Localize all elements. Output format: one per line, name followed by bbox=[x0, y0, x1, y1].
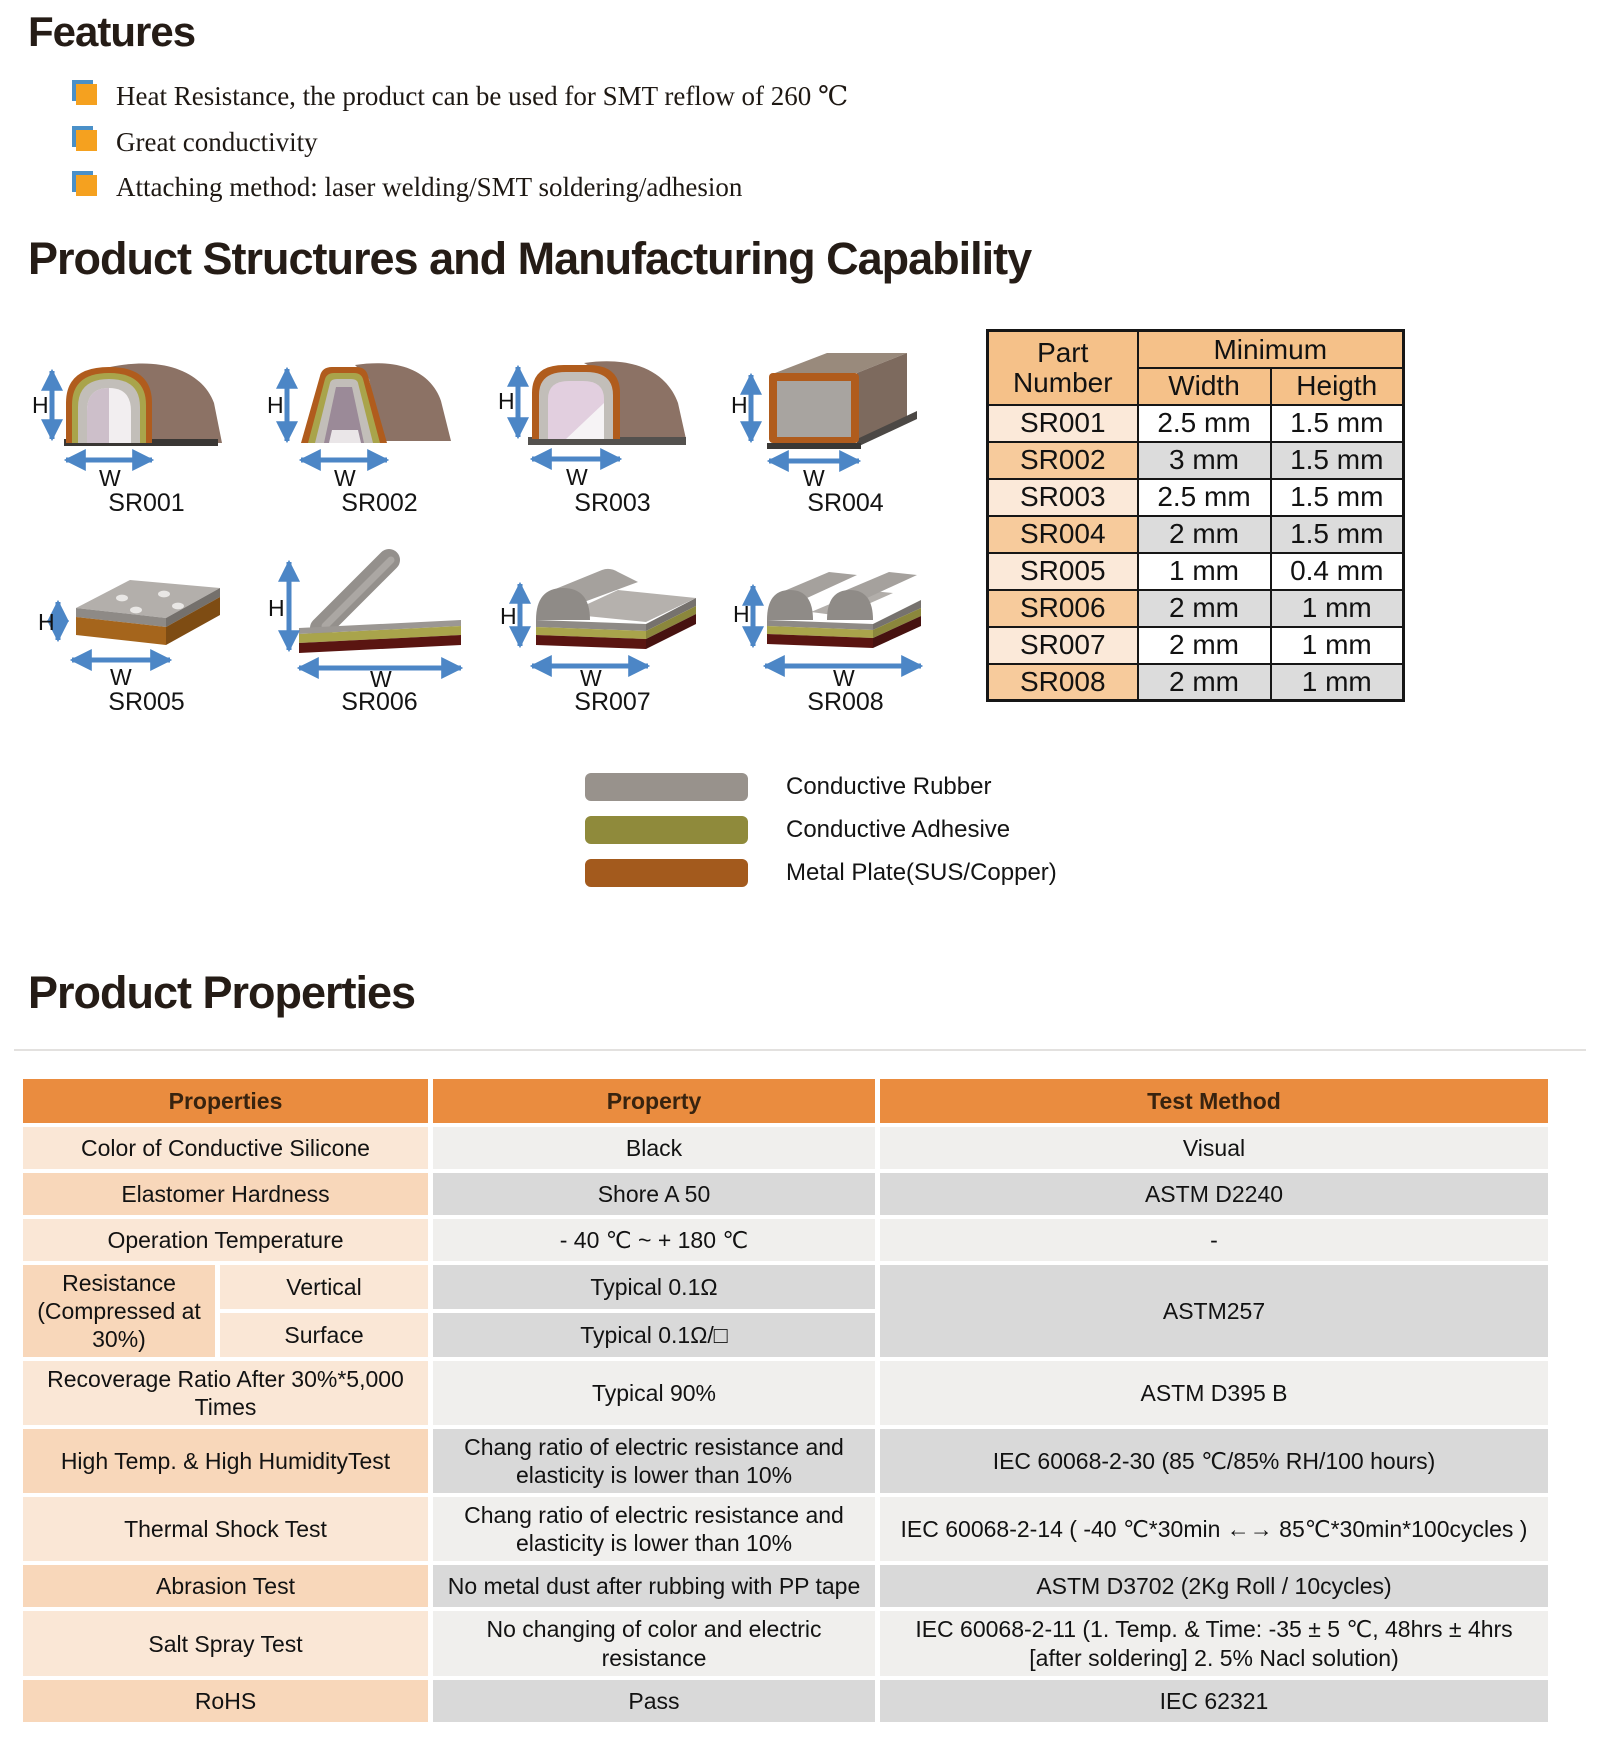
table-row bbox=[23, 1497, 1548, 1561]
property-name-cell: Recoverage Ratio After 30%*5,000 Times bbox=[23, 1361, 428, 1425]
structures-section bbox=[0, 233, 1600, 887]
height-cell: 1.5 mm bbox=[1271, 405, 1404, 442]
h-dimension-label: H bbox=[731, 392, 748, 419]
test-method-cell: ASTM D2240 bbox=[880, 1173, 1548, 1215]
features-section bbox=[0, 0, 1600, 203]
table-row bbox=[988, 627, 1404, 664]
legend-label: Conductive Adhesive bbox=[786, 816, 1011, 844]
properties-heading: Product Properties bbox=[28, 967, 416, 1019]
part-cell: SR003 bbox=[988, 479, 1138, 516]
table-row bbox=[988, 516, 1404, 553]
w-dimension-label: W bbox=[110, 664, 132, 689]
property-value-cell: Typical 0.1Ω/□ bbox=[433, 1313, 875, 1357]
width-cell: 2.5 mm bbox=[1138, 479, 1271, 516]
property-name-cell: RoHS bbox=[23, 1680, 428, 1722]
legend-swatch-conductive-adhesive bbox=[585, 816, 748, 844]
test-method-cell: IEC 60068-2-11 (1. Temp. & Time: -35 ± 5 ℃, 48hrs ± 4hrs [after soldering] 2. 5% Nacl solution) bbox=[880, 1611, 1548, 1675]
part-cell: SR008 bbox=[988, 664, 1138, 701]
structures-content bbox=[30, 329, 1600, 717]
property-value-cell: No changing of color and electric resistance bbox=[433, 1611, 875, 1675]
part-cell: SR006 bbox=[988, 590, 1138, 627]
structure-figure-sr006 bbox=[263, 528, 496, 717]
test-method-cell: IEC 60068-2-30 (85 ℃/85% RH/100 hours) bbox=[880, 1429, 1548, 1493]
table-row bbox=[23, 1361, 1548, 1425]
min-dimensions-table-wrap bbox=[986, 329, 1405, 702]
table-row bbox=[23, 1265, 1548, 1309]
property-value-cell: - 40 ℃ ~ + 180 ℃ bbox=[433, 1219, 875, 1261]
width-cell: 2 mm bbox=[1138, 627, 1271, 664]
property-value-cell: Shore A 50 bbox=[433, 1173, 875, 1215]
sr004-profile-illustration bbox=[729, 329, 962, 489]
table-row bbox=[988, 442, 1404, 479]
section-divider bbox=[14, 1049, 1586, 1051]
part-label: SR004 bbox=[807, 489, 884, 518]
property-name-cell: Operation Temperature bbox=[23, 1219, 428, 1261]
table-row bbox=[988, 553, 1404, 590]
product-properties-table bbox=[18, 1075, 1553, 1726]
col-header-part-number: Part Number bbox=[988, 331, 1138, 405]
col-header-width: Width bbox=[1138, 368, 1271, 405]
structures-heading: Product Structures and Manufacturing Capability bbox=[28, 233, 1032, 285]
w-dimension-label: W bbox=[370, 666, 392, 689]
col-header-height: Heigth bbox=[1271, 368, 1404, 405]
min-dimensions-table bbox=[986, 329, 1405, 702]
table-row bbox=[23, 1127, 1548, 1169]
legend-swatch-conductive-rubber bbox=[585, 773, 748, 801]
property-value-cell: Pass bbox=[433, 1680, 875, 1722]
property-value-cell: Typical 90% bbox=[433, 1361, 875, 1425]
sr006-profile-illustration bbox=[263, 528, 496, 688]
test-method-cell: ASTM257 bbox=[880, 1265, 1548, 1357]
width-cell: 2 mm bbox=[1138, 664, 1271, 701]
property-name-cell: Salt Spray Test bbox=[23, 1611, 428, 1675]
structure-figure-sr005 bbox=[30, 528, 263, 717]
h-dimension-label: H bbox=[32, 392, 49, 419]
h-dimension-label: H bbox=[267, 392, 284, 419]
part-label: SR002 bbox=[341, 489, 418, 518]
h-dimension-label: H bbox=[733, 601, 750, 628]
part-cell: SR004 bbox=[988, 516, 1138, 553]
structure-figure-sr003 bbox=[496, 329, 729, 518]
test-method-cell: - bbox=[880, 1219, 1548, 1261]
height-cell: 1.5 mm bbox=[1271, 516, 1404, 553]
legend-label: Metal Plate(SUS/Copper) bbox=[786, 859, 1057, 887]
property-value-cell: No metal dust after rubbing with PP tape bbox=[433, 1565, 875, 1607]
height-cell: 1 mm bbox=[1271, 664, 1404, 701]
w-dimension-label: W bbox=[566, 464, 588, 490]
properties-section bbox=[0, 967, 1600, 1726]
sr001-profile-illustration bbox=[30, 329, 263, 489]
property-name-cell: High Temp. & High HumidityTest bbox=[23, 1429, 428, 1493]
table-row bbox=[988, 405, 1404, 442]
sr005-profile-illustration bbox=[30, 528, 263, 688]
table-row bbox=[23, 1680, 1548, 1722]
width-cell: 1 mm bbox=[1138, 553, 1271, 590]
property-value-cell: Chang ratio of electric resistance and elasticity is lower than 10% bbox=[433, 1429, 875, 1493]
height-cell: 1 mm bbox=[1271, 627, 1404, 664]
width-cell: 2 mm bbox=[1138, 590, 1271, 627]
part-cell: SR001 bbox=[988, 405, 1138, 442]
w-dimension-label: W bbox=[334, 465, 356, 490]
part-label: SR007 bbox=[574, 688, 651, 717]
property-subname-cell: Surface bbox=[220, 1313, 428, 1357]
height-cell: 1.5 mm bbox=[1271, 442, 1404, 479]
h-dimension-label: H bbox=[500, 603, 517, 630]
width-cell: 2 mm bbox=[1138, 516, 1271, 553]
property-name-cell: Color of Conductive Silicone bbox=[23, 1127, 428, 1169]
property-subname-cell: Vertical bbox=[220, 1265, 428, 1309]
property-value-cell: Black bbox=[433, 1127, 875, 1169]
table-row bbox=[988, 664, 1404, 701]
features-list bbox=[66, 82, 1600, 203]
legend-label: Conductive Rubber bbox=[786, 773, 992, 801]
property-value-cell: Chang ratio of electric resistance and elasticity is lower than 10% bbox=[433, 1497, 875, 1561]
test-method-cell: Visual bbox=[880, 1127, 1548, 1169]
width-cell: 2.5 mm bbox=[1138, 405, 1271, 442]
structure-figure-sr002 bbox=[263, 329, 496, 518]
property-name-cell: Abrasion Test bbox=[23, 1565, 428, 1607]
feature-item: Heat Resistance, the product can be used for SMT reflow of 260 ℃ bbox=[66, 82, 1600, 112]
h-dimension-label: H bbox=[268, 595, 285, 622]
material-legend bbox=[585, 773, 1600, 887]
structure-figure-sr004 bbox=[729, 329, 962, 518]
sr007-profile-illustration bbox=[496, 528, 729, 688]
table-row bbox=[23, 1611, 1548, 1675]
legend-item bbox=[585, 773, 1600, 801]
property-name-cell: Elastomer Hardness bbox=[23, 1173, 428, 1215]
structure-figure-sr001 bbox=[30, 329, 263, 518]
col-header-minimum: Minimum bbox=[1138, 331, 1404, 368]
structure-figure-sr008 bbox=[729, 528, 962, 717]
h-dimension-label: H bbox=[38, 609, 55, 636]
part-cell: SR002 bbox=[988, 442, 1138, 479]
features-heading: Features bbox=[28, 8, 196, 55]
w-dimension-label: W bbox=[99, 465, 121, 490]
test-method-cell: IEC 62321 bbox=[880, 1680, 1548, 1722]
w-dimension-label: W bbox=[580, 665, 602, 689]
legend-item bbox=[585, 816, 1600, 844]
col-header-properties: Properties bbox=[23, 1079, 428, 1123]
test-method-cell: IEC 60068-2-14 ( -40 ℃*30min ←→ 85℃*30min*100cycles ) bbox=[880, 1497, 1548, 1561]
feature-item: Attaching method: laser welding/SMT soldering/adhesion bbox=[66, 173, 1600, 203]
sr002-profile-illustration bbox=[263, 329, 496, 489]
part-label: SR006 bbox=[341, 688, 418, 717]
part-cell: SR005 bbox=[988, 553, 1138, 590]
table-row bbox=[23, 1219, 1548, 1261]
test-method-cell: ASTM D395 B bbox=[880, 1361, 1548, 1425]
sr003-profile-illustration bbox=[496, 329, 729, 489]
part-label: SR001 bbox=[108, 489, 185, 518]
property-name-cell: Resistance (Compressed at 30%) bbox=[23, 1265, 215, 1357]
property-value-cell: Typical 0.1Ω bbox=[433, 1265, 875, 1309]
table-row bbox=[23, 1173, 1548, 1215]
sr008-profile-illustration bbox=[729, 528, 962, 688]
height-cell: 1.5 mm bbox=[1271, 479, 1404, 516]
h-dimension-label: H bbox=[498, 388, 515, 415]
structure-figure-sr007 bbox=[496, 528, 729, 717]
height-cell: 0.4 mm bbox=[1271, 553, 1404, 590]
part-label: SR008 bbox=[807, 688, 884, 717]
table-row bbox=[988, 590, 1404, 627]
width-cell: 3 mm bbox=[1138, 442, 1271, 479]
part-label: SR005 bbox=[108, 688, 185, 717]
structure-figures-grid bbox=[30, 329, 962, 717]
col-header-test-method: Test Method bbox=[880, 1079, 1548, 1123]
w-dimension-label: W bbox=[803, 465, 825, 490]
table-row bbox=[988, 479, 1404, 516]
table-row bbox=[23, 1429, 1548, 1493]
feature-item: Great conductivity bbox=[66, 128, 1600, 158]
table-header-row bbox=[23, 1079, 1548, 1123]
part-cell: SR007 bbox=[988, 627, 1138, 664]
legend-swatch-metal-plate bbox=[585, 859, 748, 887]
test-method-cell: ASTM D3702 (2Kg Roll / 10cycles) bbox=[880, 1565, 1548, 1607]
table-row bbox=[23, 1565, 1548, 1607]
col-header-property: Property bbox=[433, 1079, 875, 1123]
part-label: SR003 bbox=[574, 489, 651, 518]
w-dimension-label: W bbox=[833, 665, 855, 689]
property-name-cell: Thermal Shock Test bbox=[23, 1497, 428, 1561]
height-cell: 1 mm bbox=[1271, 590, 1404, 627]
legend-item bbox=[585, 859, 1600, 887]
